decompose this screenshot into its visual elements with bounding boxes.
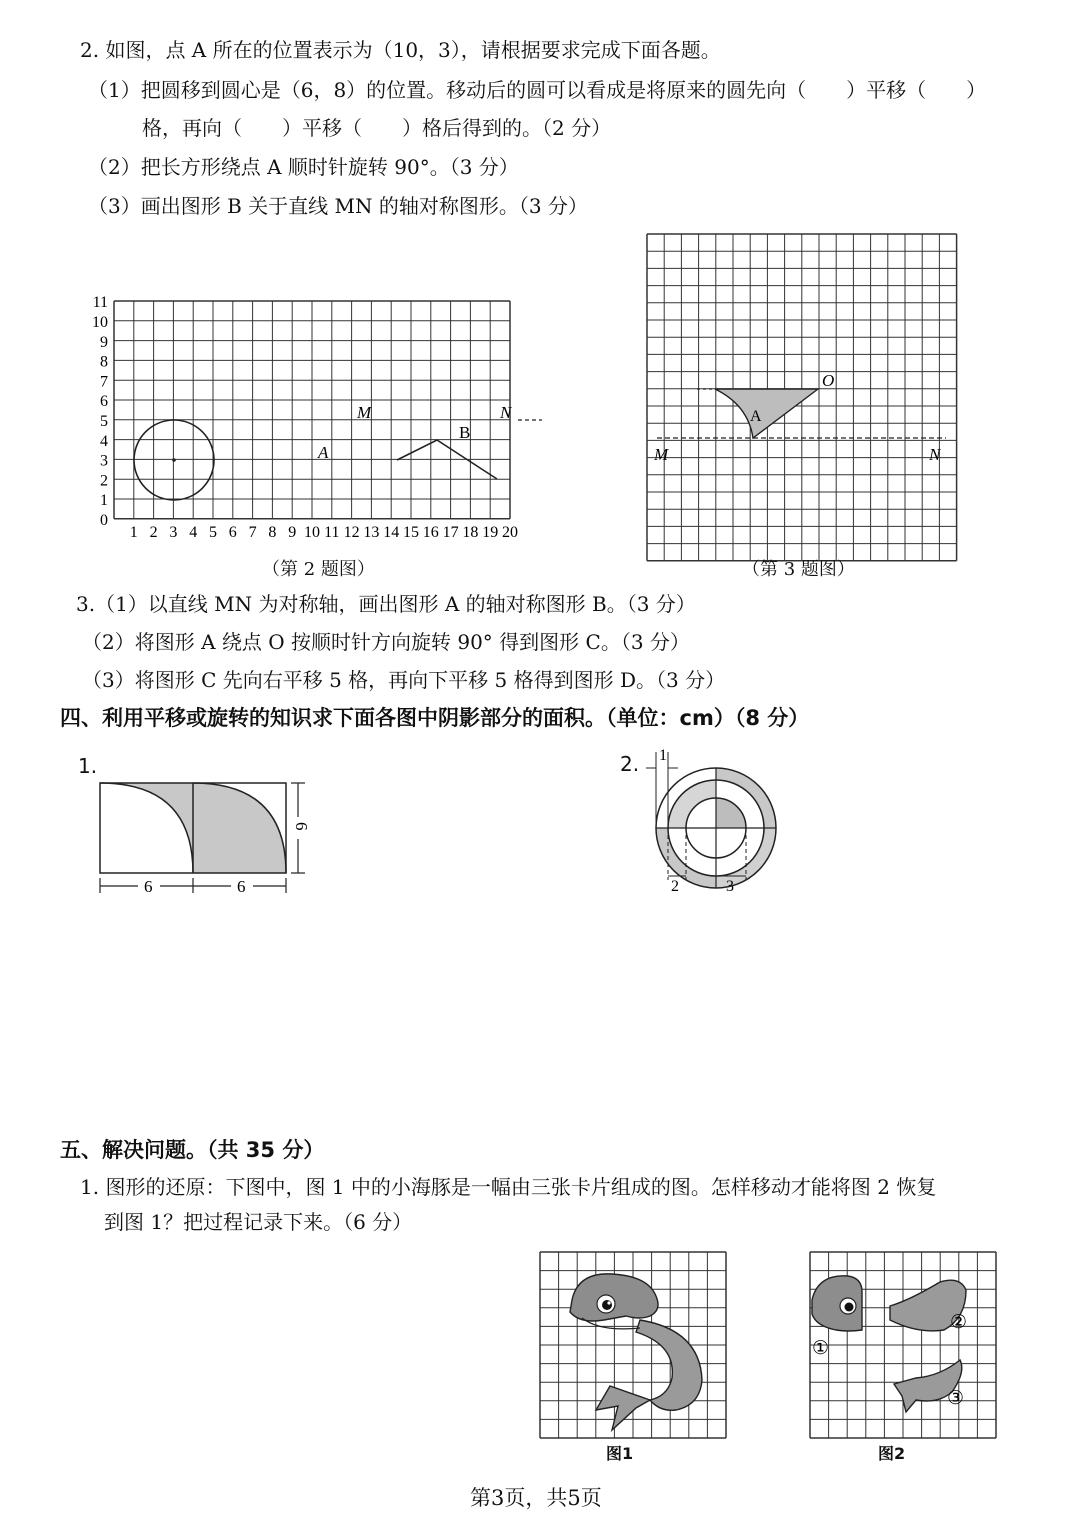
x-tick-label: 5 (209, 524, 217, 541)
x-tick-label: 2 (149, 524, 158, 541)
y-tick-label: 10 (92, 314, 108, 331)
q2-label-m: M (357, 403, 372, 422)
s5-q1-line1: 1. 图形的还原：下图中，图 1 中的小海豚是一幅由三张卡片组成的图。怎样移动才能将图 2 恢复 (80, 1175, 937, 1199)
q3-label-n: N (929, 445, 941, 464)
q2-label-n: N (500, 403, 512, 422)
y-tick-label: 2 (100, 472, 108, 490)
y-tick-label: 5 (100, 413, 108, 430)
q3-part3: （3）将图形 C 先向右平移 5 格，再向下平移 5 格得到图形 D。（3 分） (82, 668, 726, 692)
q2-label-a: A (318, 443, 329, 462)
section4-title: 四、利用平移或旋转的知识求下面各图中阴影部分的面积。（单位：cm）（8 分） (60, 706, 810, 730)
x-tick-label: 12 (343, 524, 360, 541)
s4-fig2-dim-label-3: 3 (726, 878, 734, 895)
section5-title: 五、解决问题。（共 35 分） (60, 1138, 325, 1162)
card-label-1: ① (812, 1338, 830, 1359)
s4-fig2-number: 2. (620, 752, 640, 776)
q3-label-m: M (654, 445, 669, 464)
x-tick-label: 8 (268, 524, 277, 541)
q3-part1: 3.（1）以直线 MN 为对称轴，画出图形 A 的轴对称图形 B。（3 分） (76, 592, 696, 616)
y-tick-label: 7 (100, 373, 108, 391)
q3-label-a: A (750, 408, 762, 425)
x-tick-label: 1 (129, 524, 138, 541)
q2-part1-line2: 格，再向（ ）平移（ ）格后得到的。（2 分） (142, 116, 612, 140)
y-tick-label: 1 (100, 492, 108, 510)
s5-figure1-caption: 图1 (606, 1444, 634, 1463)
s5-figure2-caption: 图2 (878, 1444, 906, 1463)
x-tick-label: 19 (482, 524, 499, 541)
q2-figure-caption: （第 2 题图） (262, 559, 375, 580)
x-tick-label: 9 (288, 524, 297, 541)
page-footer: 第3页，共5页 (470, 1486, 602, 1510)
dolphin-icon (570, 1274, 702, 1430)
q3-part2: （2）将图形 A 绕点 O 按顺时针方向旋转 90° 得到图形 C。（3 分） (82, 630, 690, 654)
q2-part3: （3）画出图形 B 关于直线 MN 的轴对称图形。（3 分） (88, 194, 588, 218)
q3-label-o: O (822, 371, 835, 390)
q2-label-b: B (459, 423, 471, 442)
x-tick-label: 10 (304, 524, 320, 541)
x-tick-label: 18 (462, 524, 479, 541)
y-tick-label: 3 (100, 452, 108, 470)
card-label-2: ② (950, 1312, 968, 1333)
x-tick-label: 16 (422, 524, 439, 541)
x-tick-label: 11 (324, 524, 340, 541)
y-tick-label: 9 (100, 333, 108, 351)
y-tick-label: 6 (100, 393, 108, 411)
s4-fig1-number: 1. (78, 754, 98, 778)
x-tick-label: 3 (169, 524, 178, 541)
x-tick-label: 14 (383, 524, 400, 541)
s4-fig1-dim-label-1: 6 (144, 877, 153, 896)
y-tick-label: 4 (100, 432, 108, 450)
x-tick-label: 6 (228, 524, 237, 541)
x-tick-label: 13 (363, 524, 380, 541)
dolphin-head-card-icon (812, 1276, 862, 1331)
s4-fig1-dim-label-3: 6 (292, 822, 311, 831)
card-label-3: ③ (947, 1388, 965, 1409)
x-tick-label: 15 (403, 524, 419, 541)
s4-fig2-dim-label-2: 2 (671, 878, 679, 895)
q2-part1-line1: （1）把圆移到圆心是（6，8）的位置。移动后的圆可以看成是将原来的圆先向（ ）平移（ ） (88, 78, 987, 102)
x-tick-label: 7 (248, 524, 257, 541)
x-tick-label: 20 (502, 524, 518, 541)
y-tick-label: 0 (100, 512, 108, 529)
s4-fig1-dim-label-2: 6 (237, 877, 246, 896)
q3-figure-caption: （第 3 题图） (742, 559, 855, 580)
q2-stem: 2. 如图，点 A 所在的位置表示为（10，3），请根据要求完成下面各题。 (80, 38, 721, 62)
x-tick-label: 4 (189, 524, 198, 541)
s5-q1-line2: 到图 1？把过程记录下来。（6 分） (104, 1210, 413, 1234)
x-tick-label: 17 (442, 524, 459, 541)
y-tick-label: 8 (100, 353, 108, 371)
q2-part2: （2）把长方形绕点 A 顺时针旋转 90°。（3 分） (88, 155, 519, 179)
s4-fig2-dim-label-1: 1 (659, 747, 667, 764)
y-tick-label: 11 (92, 294, 108, 312)
